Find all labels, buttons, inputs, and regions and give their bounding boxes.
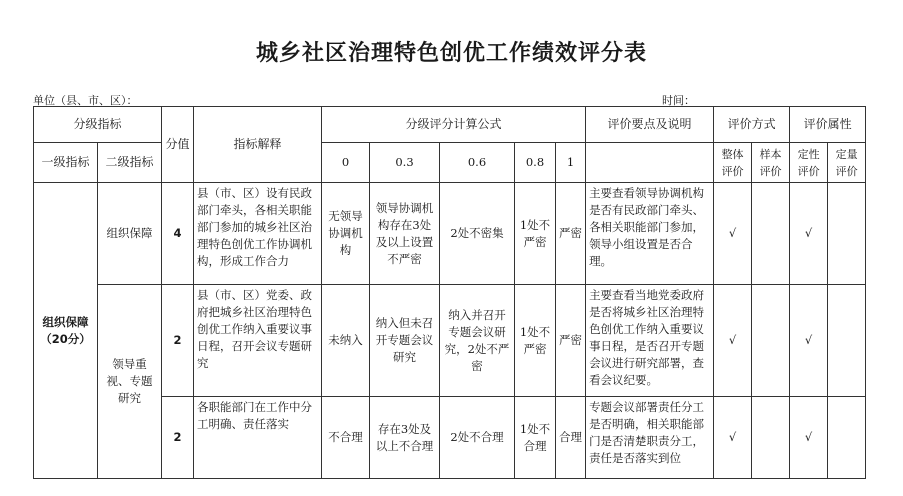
formula-03-cell: 存在3处及以上不合理 (370, 397, 440, 479)
formula-1-cell: 严密 (556, 285, 586, 397)
quantitative-eval-cell (828, 285, 866, 397)
attribute-header: 评价属性 (790, 107, 866, 143)
key-points-cell: 主要查看当地党委政府是否将城乡社区治理特色创优工作纳入重要议事日程，是否召开专题会议进行研究部署，查看会议纪要。 (586, 285, 714, 397)
quantitative-eval-cell (828, 183, 866, 285)
level-indicators-header: 分级指标 (34, 107, 162, 143)
qualitative-eval-cell: √ (790, 183, 828, 285)
evaluation-table (33, 106, 866, 479)
key-points-cell: 专题会议部署责任分工是否明确，相关职能部门是否清楚职责分工，责任是否落实到位 (586, 397, 714, 479)
sample-eval-cell (752, 183, 790, 285)
formula-0-cell: 未纳入 (322, 285, 370, 397)
table-row (34, 285, 866, 397)
formula-0-cell: 不合理 (322, 397, 370, 479)
level2-cell: 领导重视、专题研究 (98, 285, 162, 479)
formula-08-cell: 1处不严密 (515, 285, 556, 397)
formula-1-cell: 严密 (556, 183, 586, 285)
formula-08-cell: 1处不合理 (515, 397, 556, 479)
explanation-cell: 各职能部门在工作中分工明确、责任落实 (194, 397, 322, 479)
qualitative-eval-cell: √ (790, 397, 828, 479)
level2-header: 二级指标 (98, 143, 162, 183)
formula-1-cell: 合理 (556, 397, 586, 479)
explanation-cell: 县（市、区）党委、政府把城乡社区治理特色创优工作纳入重要议事日程，召开会议专题研究 (194, 285, 322, 397)
page-title: 城乡社区治理特色创优工作绩效评分表 (255, 41, 647, 66)
formula-1-header: 1 (556, 143, 586, 183)
formula-03-cell: 纳入但未召开专题会议研究 (370, 285, 440, 397)
explanation-header: 指标解释 (194, 107, 322, 183)
qualitative-eval-header: 定性评价 (790, 143, 828, 183)
explanation-cell: 县（市、区）设有民政部门牵头，各相关职能部门参加的城乡社区治理特色创优工作协调机构，形成工作合力 (194, 183, 322, 285)
overall-eval-cell: √ (714, 397, 752, 479)
level1-header: 一级指标 (34, 143, 98, 183)
score-cell: 2 (162, 285, 194, 397)
overall-eval-header: 整体评价 (714, 143, 752, 183)
time-label: 时间： (662, 94, 695, 107)
level1-cell: 组织保障（20分） (34, 183, 98, 479)
formula-03-cell: 领导协调机构存在3处及以上设置不严密 (370, 183, 440, 285)
method-header: 评价方式 (714, 107, 790, 143)
key-points-header: 评价要点及说明 (586, 107, 714, 143)
score-cell: 4 (162, 183, 194, 285)
quantitative-eval-header: 定量评价 (828, 143, 866, 183)
score-header: 分值 (162, 107, 194, 183)
formula-06-cell: 纳入并召开专题会议研究，2处不严密 (440, 285, 515, 397)
key-points-subheader (586, 143, 714, 183)
table-row (34, 183, 866, 285)
formula-08-header: 0.8 (515, 143, 556, 183)
header-row-1 (34, 107, 866, 143)
formula-06-cell: 2处不合理 (440, 397, 515, 479)
level2-cell: 组织保障 (98, 183, 162, 285)
sample-eval-cell (752, 397, 790, 479)
formula-06-header: 0.6 (440, 143, 515, 183)
formula-06-cell: 2处不密集 (440, 183, 515, 285)
sample-eval-cell (752, 285, 790, 397)
qualitative-eval-cell: √ (790, 285, 828, 397)
overall-eval-cell: √ (714, 285, 752, 397)
overall-eval-cell: √ (714, 183, 752, 285)
header-row-2 (34, 143, 866, 183)
formula-header: 分级评分计算公式 (322, 107, 586, 143)
score-cell: 2 (162, 397, 194, 479)
formula-0-header: 0 (322, 143, 370, 183)
unit-label: 单位（县、市、区）： (33, 94, 138, 107)
key-points-cell: 主要查看领导协调机构是否有民政部门牵头、各相关职能部门参加，领导小组设置是否合理。 (586, 183, 714, 285)
formula-0-cell: 无领导协调机构 (322, 183, 370, 285)
formula-03-header: 0.3 (370, 143, 440, 183)
quantitative-eval-cell (828, 397, 866, 479)
sample-eval-header: 样本评价 (752, 143, 790, 183)
formula-08-cell: 1处不严密 (515, 183, 556, 285)
